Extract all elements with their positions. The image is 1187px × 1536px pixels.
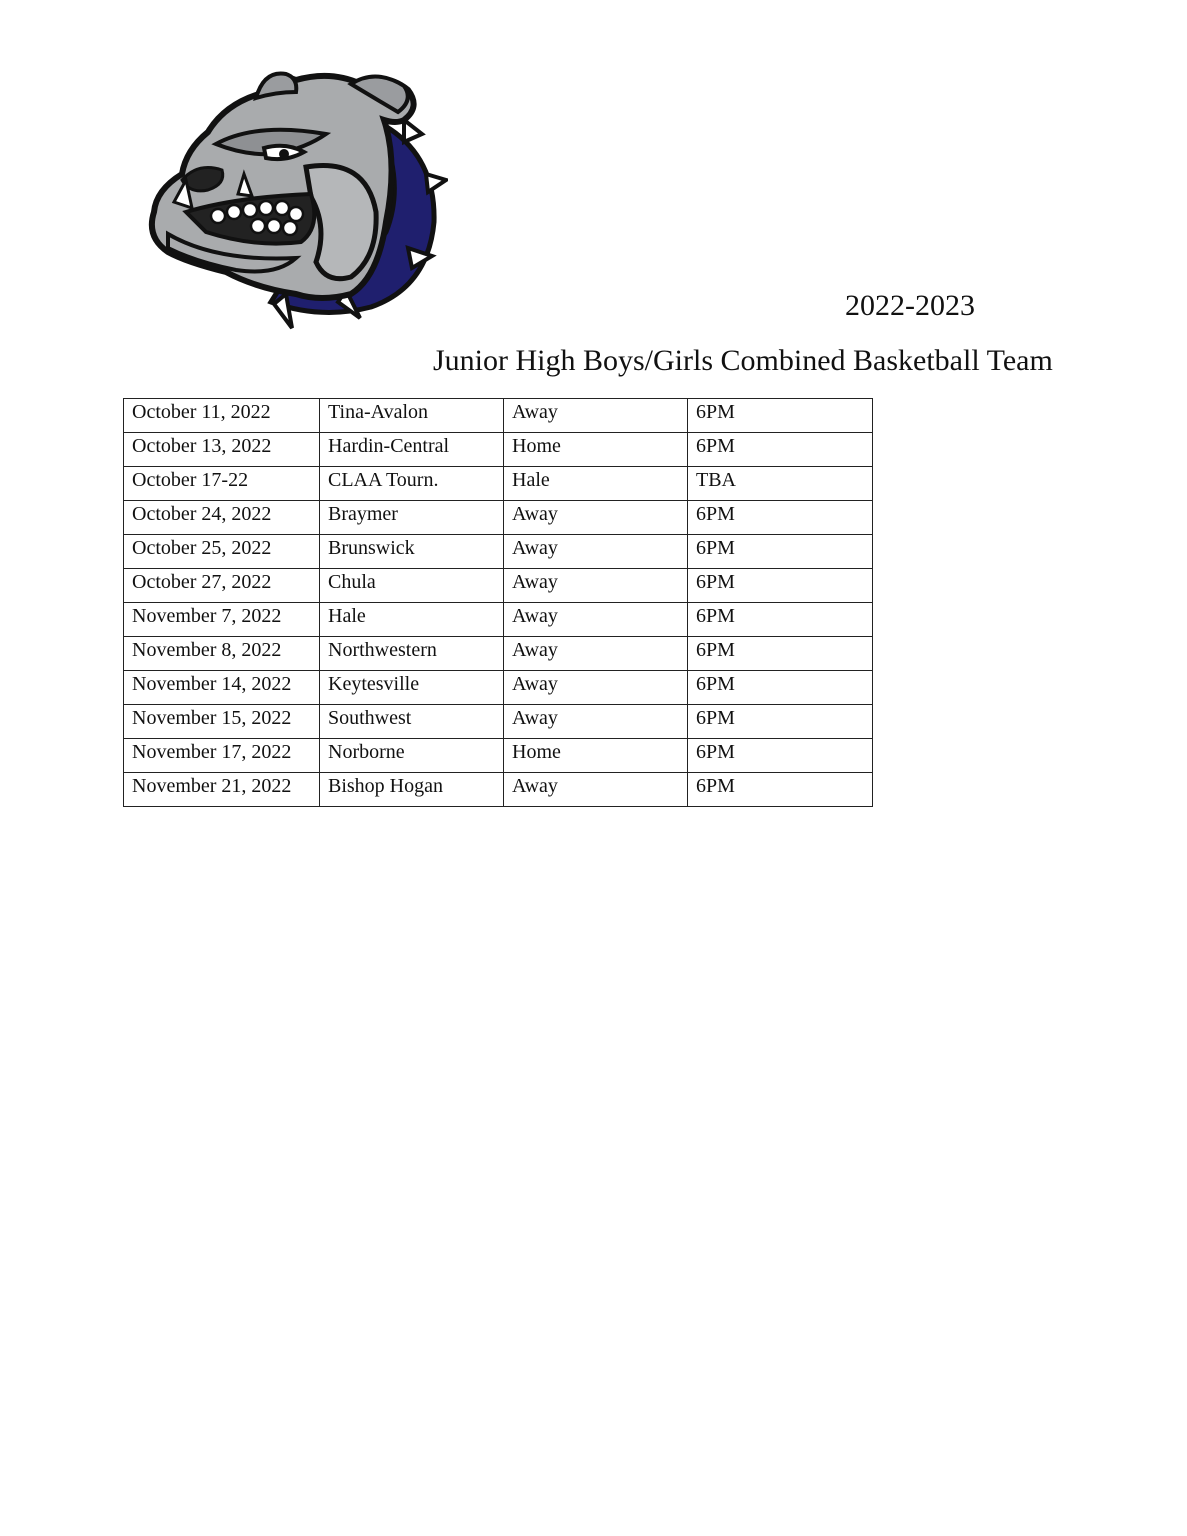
- game-location: Away: [504, 705, 688, 739]
- game-time: 6PM: [688, 671, 873, 705]
- game-date: November 8, 2022: [124, 637, 320, 671]
- game-time: 6PM: [688, 603, 873, 637]
- game-location: Away: [504, 501, 688, 535]
- game-date: November 21, 2022: [124, 773, 320, 807]
- game-time: 6PM: [688, 705, 873, 739]
- table-row: [124, 399, 873, 433]
- table-row: [124, 501, 873, 535]
- game-time: 6PM: [688, 637, 873, 671]
- game-date: November 14, 2022: [124, 671, 320, 705]
- game-date: October 13, 2022: [124, 433, 320, 467]
- game-opponent: Hardin-Central: [320, 433, 504, 467]
- game-location: Home: [504, 739, 688, 773]
- game-opponent: Brunswick: [320, 535, 504, 569]
- game-time: 6PM: [688, 739, 873, 773]
- game-time: 6PM: [688, 773, 873, 807]
- game-location: Away: [504, 603, 688, 637]
- game-location: Away: [504, 637, 688, 671]
- game-opponent: Chula: [320, 569, 504, 603]
- game-location: Away: [504, 773, 688, 807]
- table-row: [124, 705, 873, 739]
- game-opponent: Braymer: [320, 501, 504, 535]
- game-date: November 17, 2022: [124, 739, 320, 773]
- game-location: Home: [504, 433, 688, 467]
- table-row: [124, 467, 873, 501]
- game-date: October 11, 2022: [124, 399, 320, 433]
- game-date: October 27, 2022: [124, 569, 320, 603]
- team-title: Junior High Boys/Girls Combined Basketball Team: [433, 344, 1053, 377]
- table-row: [124, 569, 873, 603]
- game-time: 6PM: [688, 535, 873, 569]
- game-date: October 25, 2022: [124, 535, 320, 569]
- game-date: October 17-22: [124, 467, 320, 501]
- game-opponent: Hale: [320, 603, 504, 637]
- game-opponent: Bishop Hogan: [320, 773, 504, 807]
- game-opponent: Southwest: [320, 705, 504, 739]
- game-opponent: Northwestern: [320, 637, 504, 671]
- game-date: October 24, 2022: [124, 501, 320, 535]
- game-time: 6PM: [688, 433, 873, 467]
- game-time: TBA: [688, 467, 873, 501]
- game-time: 6PM: [688, 501, 873, 535]
- game-location: Away: [504, 399, 688, 433]
- game-opponent: Norborne: [320, 739, 504, 773]
- game-location: Away: [504, 535, 688, 569]
- table-row: [124, 739, 873, 773]
- game-opponent: Tina-Avalon: [320, 399, 504, 433]
- schedule-table: [123, 398, 873, 807]
- game-location: Away: [504, 569, 688, 603]
- table-row: [124, 603, 873, 637]
- season-label: 2022-2023: [845, 289, 975, 322]
- bulldog-mascot-icon: [146, 62, 448, 334]
- table-row: [124, 773, 873, 807]
- table-row: [124, 535, 873, 569]
- game-time: 6PM: [688, 399, 873, 433]
- game-location: Away: [504, 671, 688, 705]
- game-location: Hale: [504, 467, 688, 501]
- game-date: November 7, 2022: [124, 603, 320, 637]
- table-row: [124, 637, 873, 671]
- game-opponent: CLAA Tourn.: [320, 467, 504, 501]
- table-row: [124, 671, 873, 705]
- game-time: 6PM: [688, 569, 873, 603]
- game-opponent: Keytesville: [320, 671, 504, 705]
- table-row: [124, 433, 873, 467]
- game-date: November 15, 2022: [124, 705, 320, 739]
